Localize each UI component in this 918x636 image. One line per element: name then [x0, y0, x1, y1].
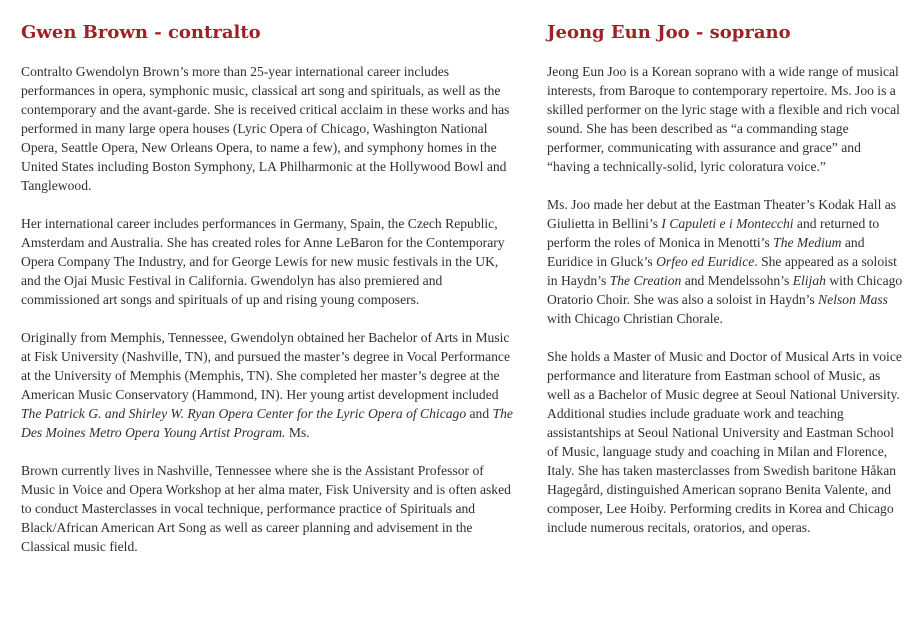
bio-paragraph: Contralto Gwendolyn Brown’s more than 25-year international career includes performances in opera, symphonic music, classical art song and spirituals, as well as the contemporary and the avant-garde. She is received critical acclaim in these works and has performed in many large opera houses (Lyric Opera of Chicago, Washington National Opera, Seattle Opera, New Orleans Opera, to name a few), and symphony homes in the United States including Boston Symphony, LA Philharmonic at the Hollywood Bowl and Tanglewood. — [21, 64, 510, 193]
italic-title: The Des Moines Metro Opera Young Artist Program. — [21, 406, 513, 440]
italic-title: I Capuleti e i Montecchi — [661, 216, 794, 231]
bio-paragraph: Her international career includes performances in Germany, Spain, the Czech Republic, Amsterdam and Australia. She has created roles for Anne LeBaron for the Contemporary Opera Company The Industry, and for George Lewis for new music festivals in the UK, and the Ojai Music Festival in California. Gwendolyn has also premiered and commissioned art songs and spirituals of up and rising young composers. — [21, 216, 505, 307]
bio-right-column — [547, 22, 903, 556]
italic-title: Elijah — [792, 273, 826, 288]
bio-paragraph: Brown currently lives in Nashville, Tennessee where she is the Assistant Professor of Music in Voice and Opera Workshop at her alma mater, Fisk University and is often asked to conduct Masterclasses in vocal technique, performance practice of Spirituals and Black/African American Art Song as well as career planning and advisement in the Classical music field. — [21, 463, 511, 554]
bio-paragraph: Originally from Memphis, Tennessee, Gwendolyn obtained her Bachelor of Arts in Music at Fisk University (Nashville, TN), and pursued the master’s degree in Vocal Performance at the University of Memphis (Memphis, TN). She completed her master’s degree at the American Music Conservatory (Hammond, IN). Her young artist development included The Patrick G. and Shirley W. Ryan Opera Center for the Lyric Opera of Chicago and The Des Moines Metro Opera Young Artist Program. Ms. — [21, 330, 513, 440]
italic-title: Nelson Mass — [818, 292, 888, 307]
bio-paragraph: She holds a Master of Music and Doctor of Musical Arts in voice performance and literature from Eastman school of Music, as well as a Bachelor of Music degree at Seoul National University. Additional studies include graduate work and teaching assistantships at Seoul National University and Eastman School of Music, language study and coaching in Milan and Florence, Italy. She has taken masterclasses from Swedish baritone Håkan Hagegård, distinguished American soprano Benita Valente, and composer, Lee Hoiby. Performing credits in Korea and Chicago include numerous recitals, oratorios, and operas. — [547, 349, 902, 535]
italic-title: Orfeo ed Euridice — [656, 254, 755, 269]
bio-left-column — [21, 22, 521, 575]
bio-paragraph: Jeong Eun Joo is a Korean soprano with a wide range of musical interests, from Baroque to contemporary repertoire. Ms. Joo is a skilled performer on the lyric stage with a flexible and rich vocal sound. She has been described as “a commanding stage performer, communicating with assurance and grace” and “having a technically-solid, lyric coloratura voice.” — [547, 64, 900, 174]
italic-title: The Patrick G. and Shirley W. Ryan Opera Center for the Lyric Opera of Chicago — [21, 406, 467, 421]
italic-title: The Creation — [609, 273, 682, 288]
bio-heading-jeong-eun-joo: Jeong Eun Joo - soprano — [547, 22, 791, 43]
bio-paragraph: Ms. Joo made her debut at the Eastman Theater’s Kodak Hall as Giulietta in Bellini’s I Capuleti e i Montecchi and returned to perform the roles of Monica in Menotti’s The Medium and Euridice in Gluck’s Orfeo ed Euridice. She appeared as a soloist in Haydn’s The Creation and Mendelssohn’s Elijah with Chicago Oratorio Choir. She was also a soloist in Haydn’s Nelson Mass with Chicago Christian Chorale. — [547, 197, 903, 326]
bio-heading-gwen-brown: Gwen Brown - contralto — [21, 22, 261, 43]
italic-title: The Medium — [773, 235, 842, 250]
